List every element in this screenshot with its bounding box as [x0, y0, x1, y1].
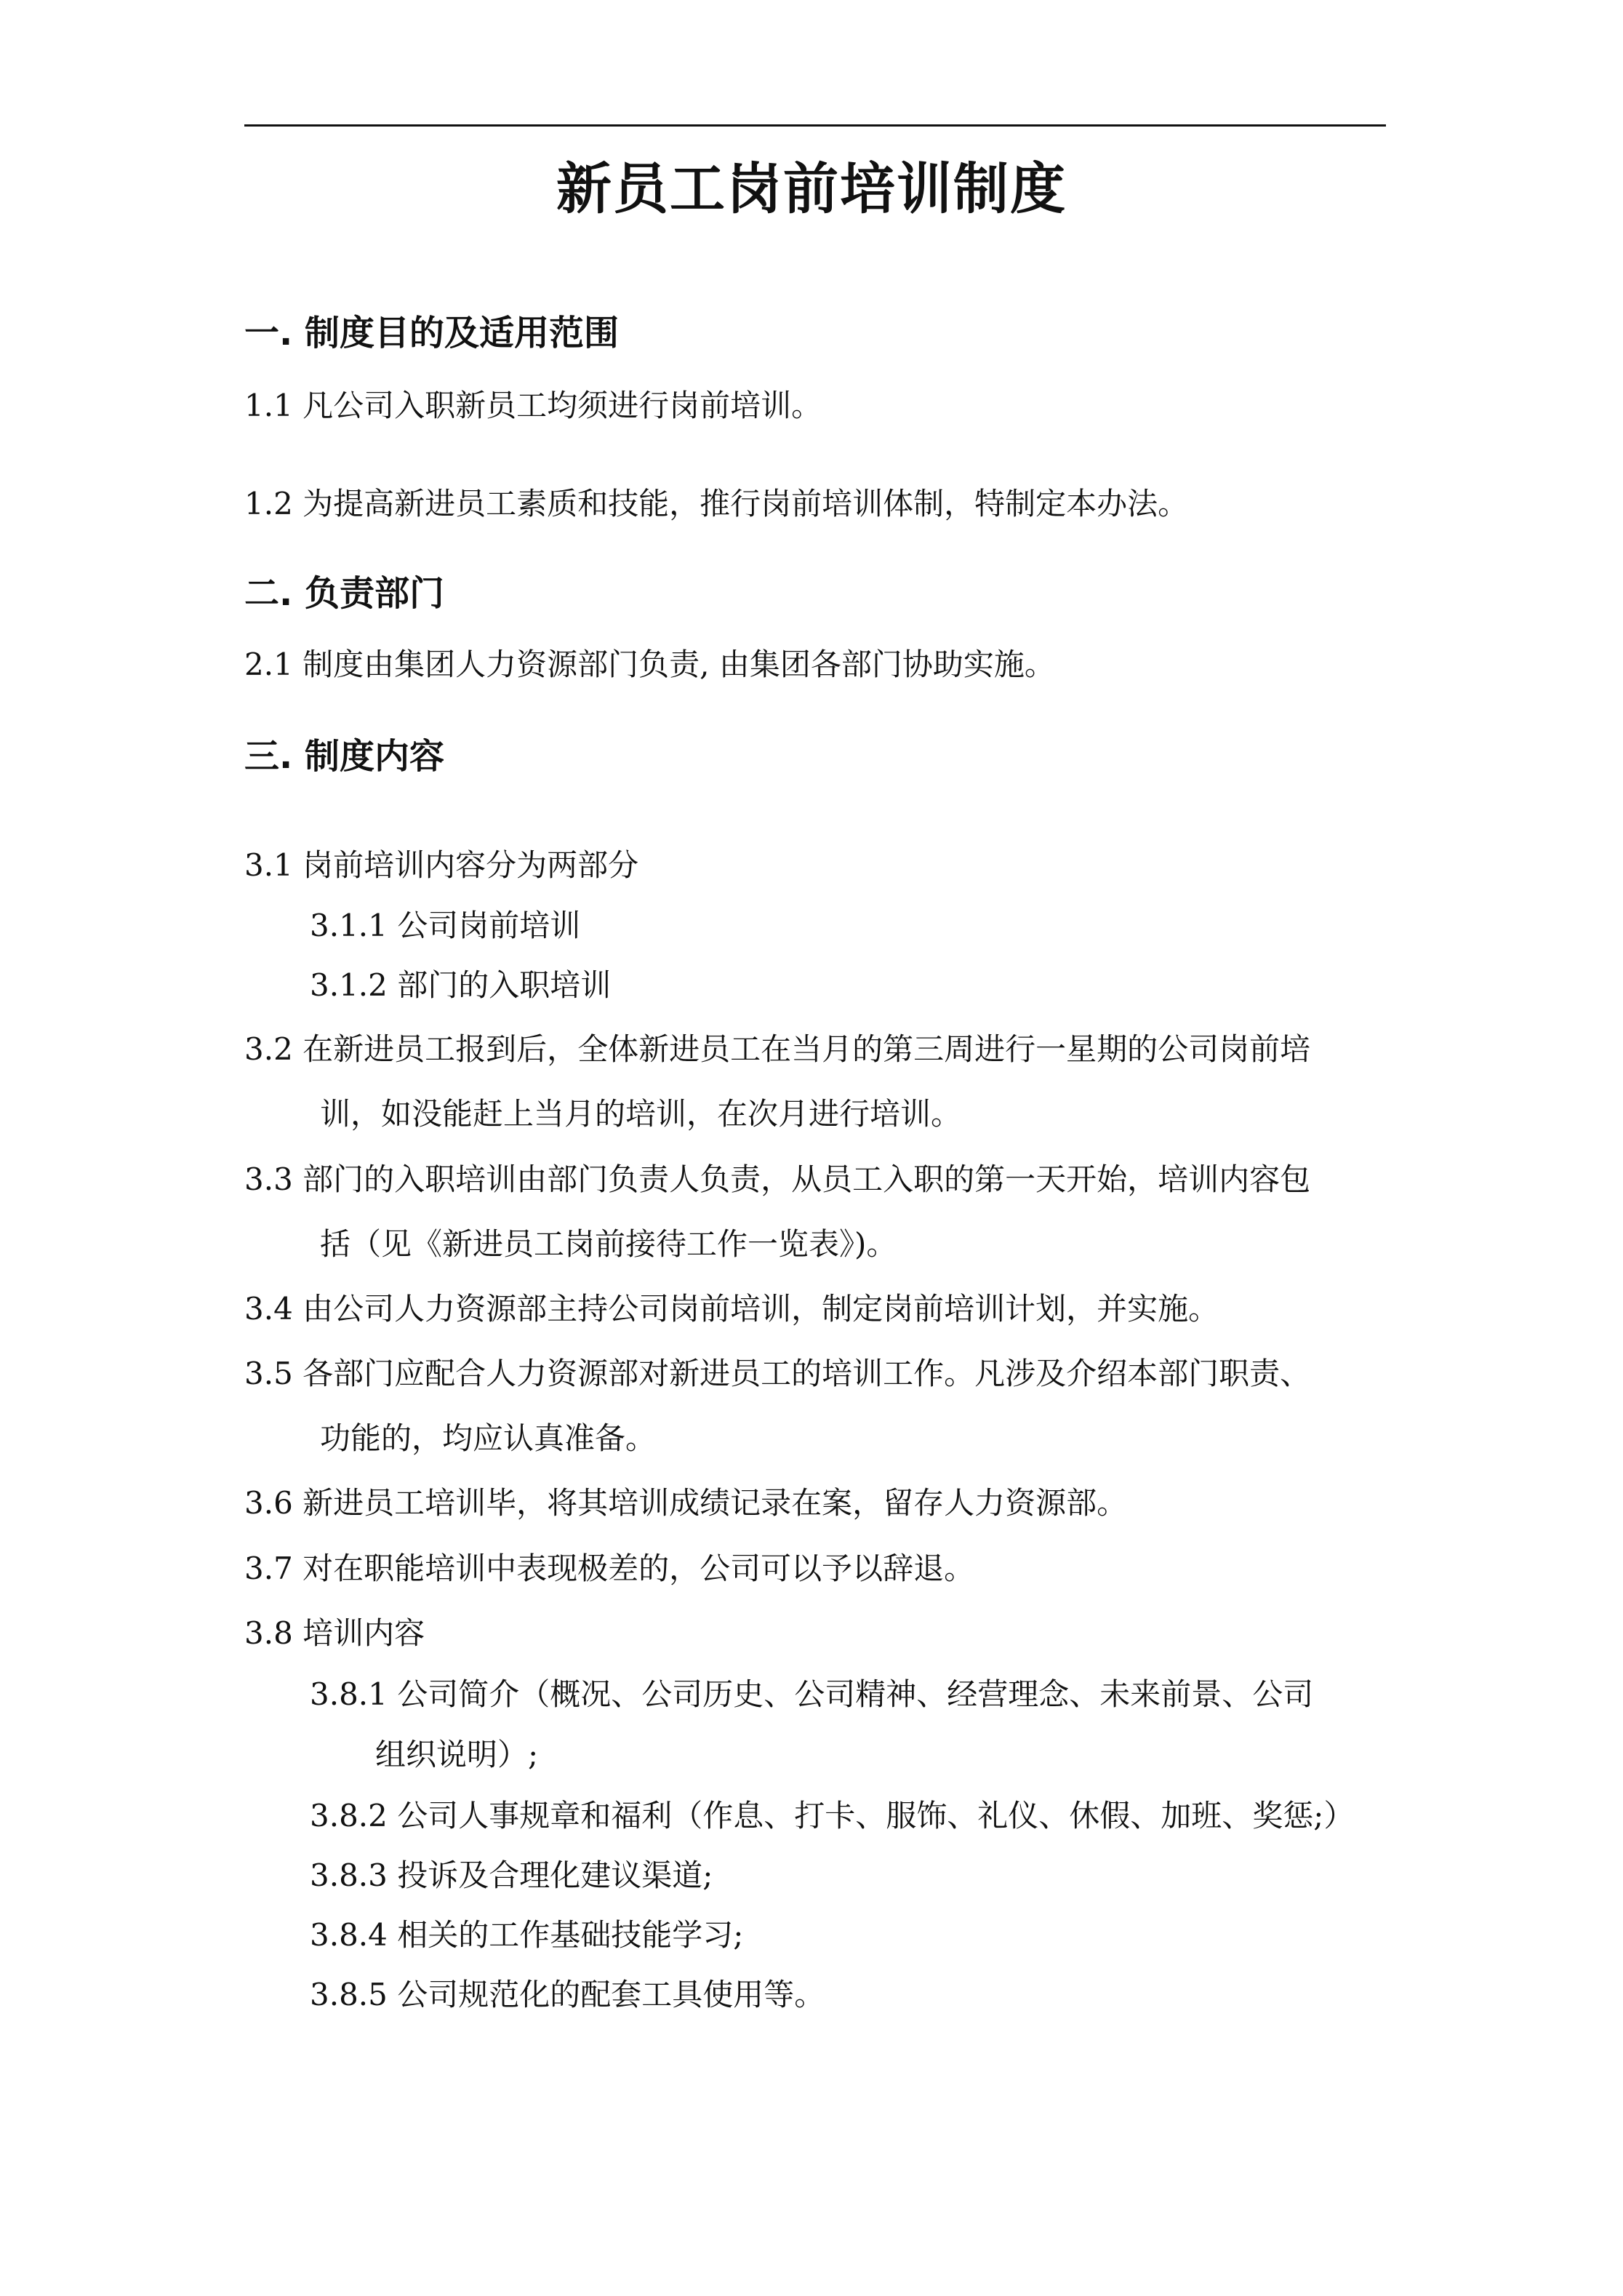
clause-3-1-1: 3.1.1 公司岗前培训 [310, 908, 581, 943]
clause-3-1: 3.1 岗前培训内容分为两部分 [244, 847, 639, 883]
clause-1-2: 1.2 为提高新进员工素质和技能，推行岗前培训体制，特制定本办法。 [244, 486, 1189, 521]
clause-3-5-line-2: 功能的，均应认真准备。 [320, 1420, 657, 1456]
clause-3-8-5: 3.8.5 公司规范化的配套工具使用等。 [310, 1977, 825, 2012]
clause-3-8-1-line-2: 组织说明）; [375, 1737, 539, 1772]
section-2-heading: 二. 负责部门 [244, 573, 444, 614]
clause-3-3-line-1: 3.3 部门的入职培训由部门负责人负责，从员工入职的第一天开始，培训内容包 [244, 1161, 1311, 1197]
clause-3-4: 3.4 由公司人力资源部主持公司岗前培训，制定岗前培训计划，并实施。 [244, 1291, 1219, 1327]
clause-3-8-3: 3.8.3 投诉及合理化建议渠道; [310, 1857, 713, 1893]
page-title: 新员工岗前培训制度 [556, 156, 1067, 221]
clause-3-1-2: 3.1.2 部门的入职培训 [310, 967, 612, 1003]
clause-3-8: 3.8 培训内容 [244, 1615, 425, 1651]
clause-3-5-line-1: 3.5 各部门应配合人力资源部对新进员工的培训工作。凡涉及介绍本部门职责、 [244, 1356, 1311, 1391]
header-rule [244, 124, 1386, 127]
clause-3-7: 3.7 对在职能培训中表现极差的，公司可以予以辞退。 [244, 1551, 975, 1586]
clause-2-1: 2.1 制度由集团人力资源部门负责, 由集团各部门协助实施。 [244, 647, 1055, 682]
clause-3-8-4: 3.8.4 相关的工作基础技能学习; [310, 1917, 744, 1953]
clause-3-8-1-line-1: 3.8.1 公司简介（概况、公司历史、公司精神、经营理念、未来前景、公司 [310, 1676, 1314, 1712]
section-3-heading: 三. 制度内容 [244, 736, 444, 777]
clause-3-2-line-2: 训，如没能赶上当月的培训，在次月进行培训。 [320, 1096, 962, 1132]
clause-3-3-line-2: 括（见《新进员工岗前接待工作一览表》)。 [320, 1226, 897, 1262]
clause-3-2-line-1: 3.2 在新进员工报到后，全体新进员工在当月的第三周进行一星期的公司岗前培 [244, 1031, 1311, 1067]
clause-1-1: 1.1 凡公司入职新员工均须进行岗前培训。 [244, 388, 822, 423]
clause-3-6: 3.6 新进员工培训毕，将其培训成绩记录在案，留存人力资源部。 [244, 1485, 1128, 1521]
section-1-heading: 一. 制度目的及适用范围 [244, 313, 619, 353]
clause-3-8-2: 3.8.2 公司人事规章和福利（作息、打卡、服饰、礼仪、休假、加班、奖惩;） [310, 1798, 1355, 1833]
